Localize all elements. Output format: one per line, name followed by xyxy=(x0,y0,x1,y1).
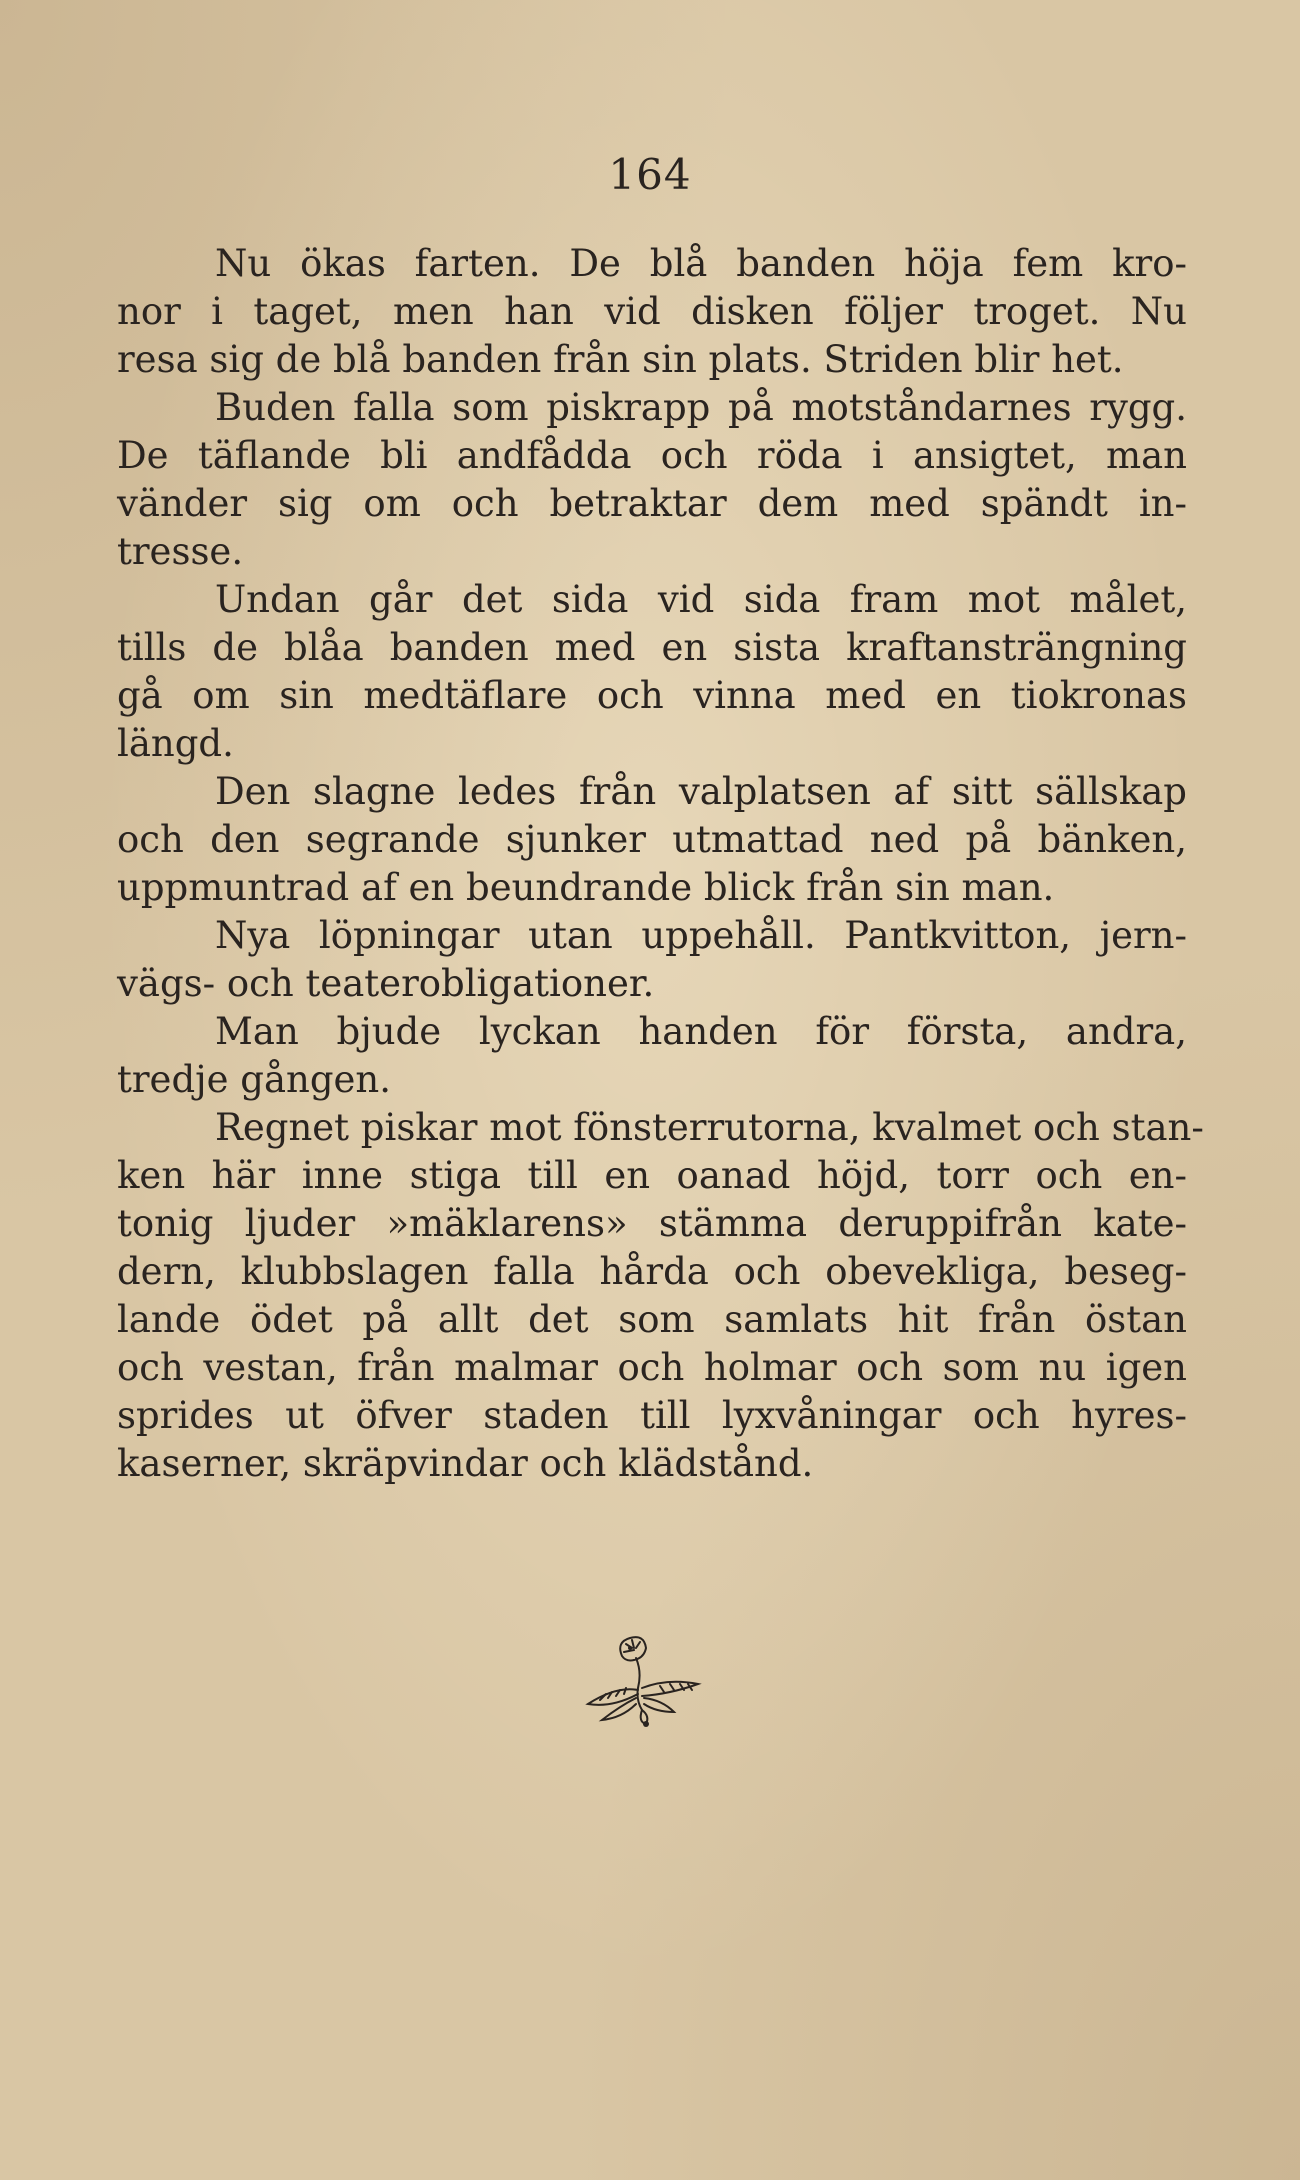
text-line: Regnet piskar mot fönsterrutorna, kvalmet och stan- xyxy=(215,1106,1204,1149)
body-text xyxy=(117,240,1204,1488)
text-line: uppmuntrad af en beundrande blick från sin man. xyxy=(117,866,1055,909)
text-line: Den slagne ledes från valplatsen af sitt sällskap xyxy=(215,770,1187,813)
text-line: Undan går det sida vid sida fram mot målet, xyxy=(215,578,1187,621)
text-line: tills de blåa banden med en sista kraftansträngning xyxy=(117,626,1187,669)
text-line: lande ödet på allt det som samlats hit från östan xyxy=(117,1298,1187,1341)
text-line: vänder sig om och betraktar dem med spändt in- xyxy=(117,482,1187,525)
text-line: gå om sin medtäflare och vinna med en tiokronas xyxy=(117,674,1187,717)
text-line: Nya löpningar utan uppehåll. Pantkvitton, jern- xyxy=(215,914,1187,957)
text-line: sprides ut öfver staden till lyxvåningar och hyres- xyxy=(117,1394,1187,1437)
text-line: ken här inne stiga till en oanad höjd, torr och en- xyxy=(117,1154,1187,1197)
thistle-ornament-icon xyxy=(580,1628,730,1738)
text-line: kaserner, skräpvindar och klädstånd. xyxy=(117,1442,814,1485)
text-line: och den segrande sjunker utmattad ned på bänken, xyxy=(117,818,1187,861)
text-line: resa sig de blå banden från sin plats. Striden blir het. xyxy=(117,338,1124,381)
text-line: Man bjude lyckan handen för första, andra, xyxy=(215,1010,1187,1053)
page-number: 164 xyxy=(608,150,692,199)
text-line: De täflande bli andfådda och röda i ansigtet, man xyxy=(117,434,1187,477)
text-line: Buden falla som piskrapp på motståndarnes rygg. xyxy=(215,386,1187,429)
text-line: längd. xyxy=(117,722,234,765)
text-line: dern, klubbslagen falla hårda och obevekliga, beseg- xyxy=(117,1250,1187,1293)
text-line: tresse. xyxy=(117,530,244,573)
text-line: Nu ökas farten. De blå banden höja fem kro- xyxy=(215,242,1187,285)
text-line: och vestan, från malmar och holmar och som nu igen xyxy=(117,1346,1187,1389)
text-line: vägs- och teaterobligationer. xyxy=(117,962,655,1005)
text-line: tonig ljuder »mäklarens» stämma deruppifrån kate- xyxy=(117,1202,1187,1245)
text-line: nor i taget, men han vid disken följer troget. Nu xyxy=(117,290,1187,333)
text-line: tredje gången. xyxy=(117,1058,392,1101)
